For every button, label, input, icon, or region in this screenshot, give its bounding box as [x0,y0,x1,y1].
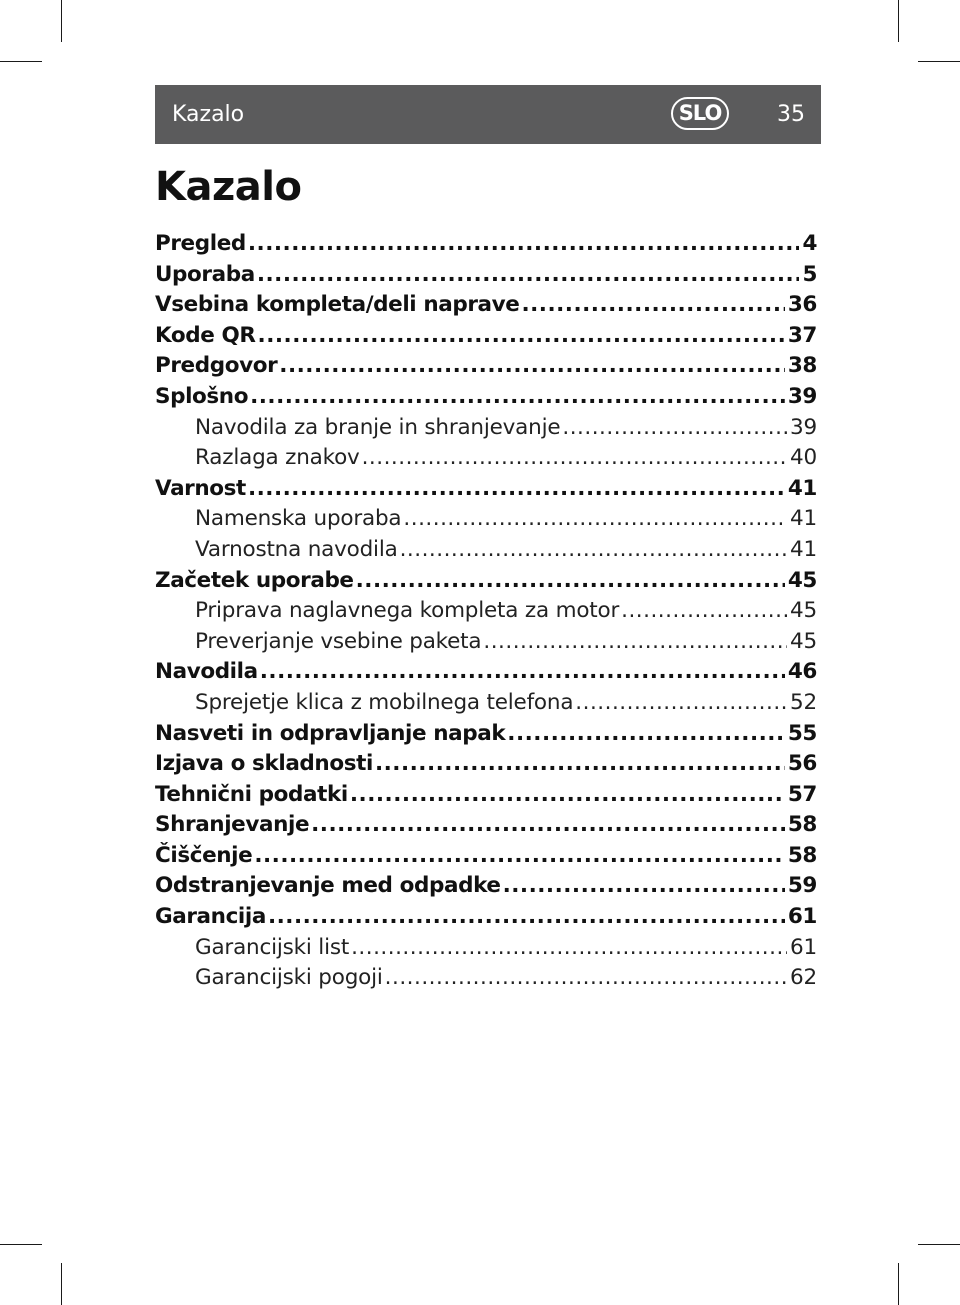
toc-entry-label: Pregled [155,231,246,256]
toc-entry[interactable] [155,321,817,352]
header-bar [155,85,821,144]
toc-entry[interactable] [155,382,817,413]
toc-entry[interactable] [155,566,817,597]
crop-mark-bottom-right [898,1263,899,1305]
toc-dot-leader [351,933,787,964]
language-badge: SLO [671,97,729,130]
toc-entry[interactable] [155,841,817,872]
toc-subentry[interactable] [155,688,817,719]
toc-entry[interactable] [155,810,817,841]
toc-dot-leader [311,810,785,841]
toc-entry-label: Navodila za branje in shranjevanje [195,414,561,440]
toc-entry-label: Splošno [155,383,249,409]
toc-subentry[interactable] [155,535,817,566]
toc-entry-page: 37 [787,322,817,348]
toc-entry-page: 40 [790,445,817,471]
toc-dot-leader [400,535,787,566]
toc-dot-leader [248,229,800,260]
toc-dot-leader [483,627,787,658]
toc-entry[interactable] [155,290,817,321]
toc-entry-label: Čiščenje [155,842,253,868]
toc-entry-page: 57 [787,781,817,807]
toc-dot-leader [403,504,787,535]
toc-dot-leader [575,688,787,719]
header-title: Kazalo [172,102,245,127]
toc-dot-leader [503,871,785,902]
toc-entry-page: 38 [787,353,817,379]
toc-entry-page: 41 [790,536,817,562]
crop-mark-top-left [61,0,62,42]
toc-dot-leader [268,902,785,933]
toc-entry-label: Varnostna navodila [195,536,398,562]
toc-dot-leader [254,841,785,872]
toc-dot-leader [248,474,785,505]
toc-entry-page: 41 [787,475,817,501]
toc-entry-label: Namenska uporaba [195,506,402,532]
toc-subentry[interactable] [155,596,817,627]
toc-entry-page: 59 [787,873,817,899]
crop-mark-bottom-right-h [918,1244,960,1245]
toc-entry-label: Izjava o skladnosti [155,751,373,777]
toc-entry-page: 52 [790,689,817,715]
toc-entry-page: 55 [787,720,817,746]
table-of-contents [155,229,817,994]
crop-mark-top-right [898,0,899,42]
toc-dot-leader [356,566,785,597]
toc-entry-page: 58 [787,812,817,838]
toc-dot-leader [350,780,785,811]
toc-subentry[interactable] [155,443,817,474]
toc-entry-label: Nasveti in odpravljanje napak [155,720,506,746]
toc-entry[interactable] [155,749,817,780]
toc-dot-leader [385,963,787,994]
toc-entry[interactable] [155,351,817,382]
toc-entry-page: 45 [787,567,817,593]
crop-mark-top-right-h [918,61,960,62]
toc-entry[interactable] [155,474,817,505]
header-page-number: 35 [777,102,805,127]
toc-entry-page: 45 [790,628,817,654]
toc-dot-leader [507,719,785,750]
toc-entry[interactable] [155,229,817,260]
toc-entry-page: 45 [790,598,817,624]
toc-entry-label: Kode QR [155,322,256,348]
toc-entry-label: Priprava naglavnega kompleta za motor [195,598,620,624]
toc-entry-label: Tehnični podatki [155,781,348,807]
toc-subentry[interactable] [155,504,817,535]
toc-entry-page: 56 [787,751,817,777]
toc-entry-label: Navodila [155,659,258,685]
toc-entry[interactable] [155,871,817,902]
toc-entry-page: 58 [787,842,817,868]
toc-dot-leader [375,749,785,780]
toc-entry[interactable] [155,719,817,750]
toc-entry-page: 39 [790,414,817,440]
toc-entry[interactable] [155,902,817,933]
toc-entry-label: Garancijski pogoji [195,965,383,991]
toc-dot-leader [250,382,785,413]
toc-subentry[interactable] [155,963,817,994]
toc-entry-page: 4 [802,231,817,256]
toc-subentry[interactable] [155,627,817,658]
toc-entry-label: Sprejetje klica z mobilnega telefona [195,689,574,715]
toc-entry-label: Varnost [155,475,246,501]
crop-mark-bottom-left-h [0,1244,42,1245]
toc-entry-label: Začetek uporabe [155,567,354,593]
toc-entry-page: 39 [787,383,817,409]
toc-dot-leader [621,596,787,627]
toc-subentry[interactable] [155,933,817,964]
toc-dot-leader [521,290,784,321]
toc-dot-leader [562,413,787,444]
toc-entry-label: Shranjevanje [155,812,310,838]
toc-entry-label: Vsebina kompleta/deli naprave [155,292,520,318]
toc-dot-leader [257,260,800,291]
toc-entry-page: 61 [790,934,817,960]
toc-dot-leader [279,351,785,382]
toc-entry[interactable] [155,657,817,688]
toc-dot-leader [362,443,787,474]
toc-entry-page: 41 [790,506,817,532]
toc-dot-leader [260,657,785,688]
toc-entry[interactable] [155,780,817,811]
toc-entry[interactable] [155,260,817,291]
toc-entry-page: 5 [802,261,817,287]
toc-entry-label: Odstranjevanje med odpadke [155,873,501,899]
crop-mark-top-left-h [0,61,42,62]
crop-mark-bottom-left [61,1263,62,1305]
toc-entry-page: 62 [790,965,817,991]
toc-entry-label: Garancijski list [195,934,350,960]
toc-entry-label: Garancija [155,904,266,930]
toc-entry-label: Preverjanje vsebine paketa [195,628,482,654]
toc-entry-page: 46 [787,659,817,685]
page-title: Kazalo [155,164,302,210]
toc-entry-page: 36 [787,292,817,318]
toc-subentry[interactable] [155,413,817,444]
toc-entry-label: Razlaga znakov [195,445,360,471]
toc-dot-leader [258,321,785,352]
toc-entry-page: 61 [787,904,817,930]
toc-entry-label: Predgovor [155,353,278,379]
toc-entry-label: Uporaba [155,261,255,287]
